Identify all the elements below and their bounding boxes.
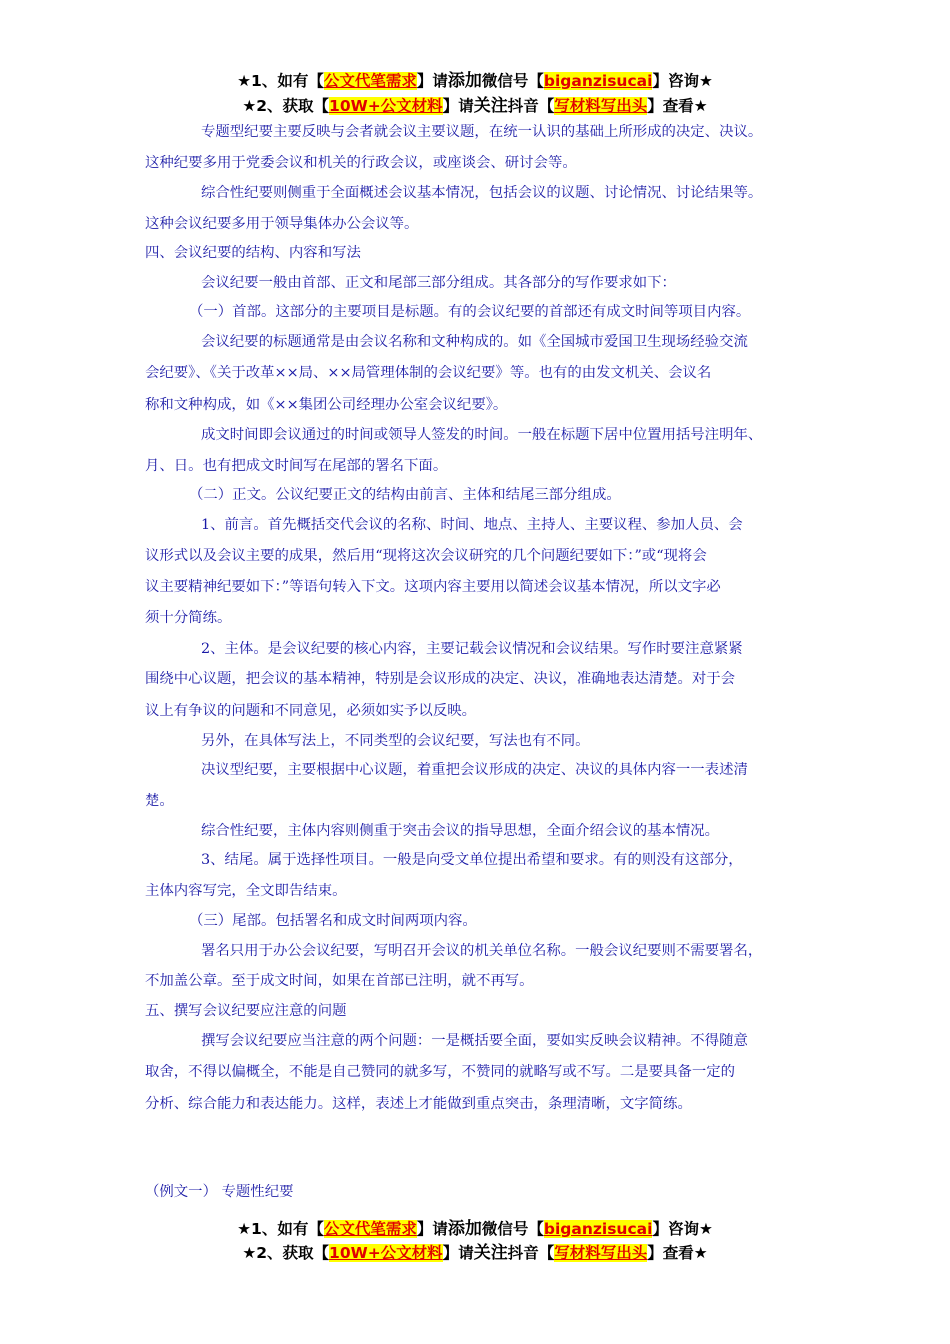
banner-highlight: 10W+公文材料 [329,97,443,115]
banner-emphasis: 添加 [447,1219,482,1239]
banner-text: ★1、如有【 [237,1220,324,1238]
body-line: 议上有争议的问题和不同意见，必须如实予以反映。 [145,703,476,719]
body-line: 专题型纪要主要反映与会者就会议主要议题，在统一认识的基础上所形成的决定、决议。 [201,124,763,140]
banner-text: 】请 [442,1244,474,1262]
banner-text: 】请 [442,97,474,115]
body-line: 2、主体。是会议纪要的核心内容，主要记载会议情况和会议结果。写作时要注意紧紧 [201,641,743,657]
subsection-heading: （三）尾部。包括署名和成文时间两项内容。 [189,913,477,929]
banner-emphasis: 关注 [473,96,508,116]
body-line: 楚。 [145,793,174,809]
douyin-account: 写材料写出头 [554,97,648,115]
body-line: 成文时间即会议通过的时间或领导人签发的时间。一般在标题下居中位置用括号注明年、 [201,427,763,443]
body-line: 撰写会议纪要应当注意的两个问题：一是概括要全面，要如实反映会议精神。不得随意 [201,1033,748,1049]
banner-text: 微信号【 [481,72,544,90]
subsection-heading: （一）首部。这部分的主要项目是标题。有的会议纪要的首部还有成文时间等项目内容。 [189,304,751,320]
banner-text: ★2、获取【 [242,97,330,115]
body-line: 3、结尾。属于选择性项目。一般是向受文单位提出希望和要求。有的则没有这部分， [201,852,743,868]
douyin-account: 写材料写出头 [554,1244,648,1262]
banner-emphasis: 关注 [473,1243,508,1263]
banner-text: 】请 [416,72,448,90]
section-heading: 四、会议纪要的结构、内容和写法 [145,245,361,261]
banner-text: ★1、如有【 [237,72,324,90]
wechat-id: biganzisucai [543,1220,653,1238]
banner-text: 微信号【 [481,1220,544,1238]
banner-line-1-bottom [0,1218,950,1240]
body-line: 综合性纪要则侧重于全面概述会议基本情况，包括会议的议题、讨论情况、讨论结果等。 [201,185,763,201]
body-line: 这种纪要多用于党委会议和机关的行政会议，或座谈会、研讨会等。 [145,155,577,171]
banner-highlight: 公文代笔需求 [323,72,417,90]
banner-line-2 [0,95,950,117]
banner-emphasis: 添加 [447,71,482,91]
banner-text: 抖音【 [507,97,555,115]
subsection-heading: （二）正文。公议纪要正文的结构由前言、主体和结尾三部分组成。 [189,487,621,503]
banner-text: 】咨询★ [652,1220,713,1238]
banner-text: 】咨询★ [652,72,713,90]
body-line: 另外，在具体写法上，不同类型的会议纪要，写法也有不同。 [201,733,590,749]
banner-text: 】查看★ [647,1244,708,1262]
body-line: 围绕中心议题，把会议的基本精神，特别是会议形成的决定、决议，准确地表达清楚。对于会 [145,671,736,687]
body-line: 分析、综合能力和表达能力。这样，表述上才能做到重点突击，条理清晰，文字简练。 [145,1096,692,1112]
body-line: 会纪要》、《关于改革××局、××局管理体制的会议纪要》等。也有的由发文机关、会议名 [145,365,712,381]
banner-line-1 [0,70,950,92]
wechat-id: biganzisucai [543,72,653,90]
banner-highlight: 公文代笔需求 [323,1220,417,1238]
body-line: 决议型纪要，主要根据中心议题，着重把会议形成的决定、决议的具体内容一一表述清 [201,762,748,778]
body-line: 署名只用于办公会议纪要，写明召开会议的机关单位名称。一般会议纪要则不需要署名， [201,943,763,959]
banner-text: 】请 [416,1220,448,1238]
body-line: 月、日。也有把成文时间写在尾部的署名下面。 [145,458,448,474]
section-heading: 五、撰写会议纪要应注意的问题 [145,1003,347,1019]
body-line: 这种会议纪要多用于领导集体办公会议等。 [145,216,419,232]
body-line: 议主要精神纪要如下：”等语句转入下文。这项内容主要用以简述会议基本情况，所以文字必 [145,579,721,595]
banner-line-2-bottom [0,1242,950,1264]
body-line: 1、前言。首先概括交代会议的名称、时间、地点、主持人、主要议程、参加人员、会 [201,517,743,533]
banner-text: ★2、获取【 [242,1244,330,1262]
example-label: （例文一） 专题性纪要 [145,1184,294,1200]
body-line: 会议纪要一般由首部、正文和尾部三部分组成。其各部分的写作要求如下： [201,275,676,291]
body-line: 称和文种构成，如《××集团公司经理办公室会议纪要》。 [145,397,508,413]
body-line: 会议纪要的标题通常是由会议名称和文种构成的。如《全国城市爱国卫生现场经验交流 [201,334,748,350]
banner-highlight: 10W+公文材料 [329,1244,443,1262]
body-line: 议形式以及会议主要的成果，然后用“现将这次会议研究的几个问题纪要如下：”或“现将会 [145,548,707,564]
body-line: 不加盖公章。至于成文时间，如果在首部已注明，就不再写。 [145,973,534,989]
banner-text: 抖音【 [507,1244,555,1262]
body-line: 须十分简练。 [145,610,232,626]
body-line: 综合性纪要，主体内容则侧重于突击会议的指导思想，全面介绍会议的基本情况。 [201,823,720,839]
banner-text: 】查看★ [647,97,708,115]
body-line: 取舍，不得以偏概全，不能是自己赞同的就多写，不赞同的就略写或不写。二是要具备一定的 [145,1064,736,1080]
body-line: 主体内容写完，全文即告结束。 [145,883,347,899]
